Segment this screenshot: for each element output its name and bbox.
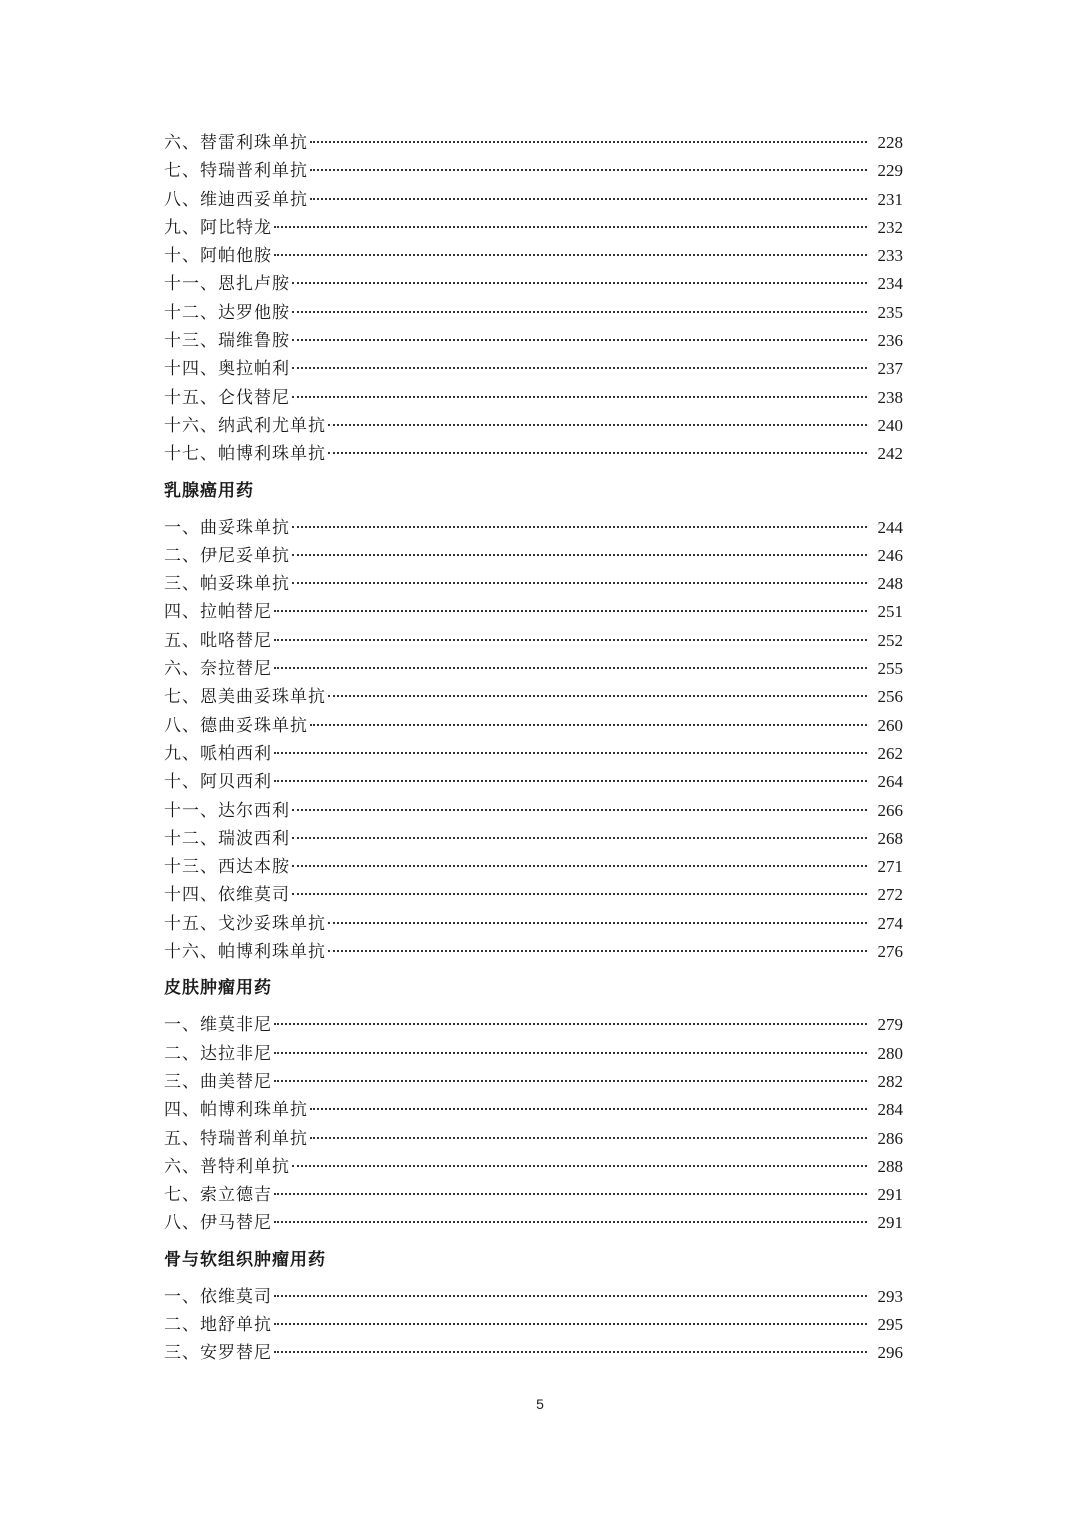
dot-leader [292, 395, 867, 398]
toc-entry[interactable] [164, 1339, 903, 1367]
toc-entry-title: 八、伊马替尼 [164, 1213, 272, 1234]
toc-entry-title: 十四、依维莫司 [164, 885, 290, 906]
dot-leader [328, 423, 867, 426]
toc-entry-title: 九、哌柏西利 [164, 743, 272, 764]
toc-entry-page-number: 266 [877, 800, 903, 820]
toc-entry-title: 十五、仑伐替尼 [164, 387, 290, 408]
toc-entry[interactable] [164, 514, 903, 542]
toc-entry-page-number: 242 [877, 444, 903, 464]
toc-entry[interactable] [164, 327, 903, 355]
toc-entry-page-number: 286 [877, 1128, 903, 1148]
toc-entry-title: 三、曲美替尼 [164, 1071, 272, 1092]
toc-entry-page-number: 279 [877, 1015, 903, 1035]
section-heading: 皮肤肿瘤用药 [164, 978, 272, 999]
toc-entry-page-number: 274 [877, 913, 903, 933]
toc-entry[interactable] [164, 270, 903, 298]
dot-leader [292, 366, 867, 369]
toc-entry-page-number: 291 [877, 1213, 903, 1233]
toc-entry-title: 十一、达尔西利 [164, 800, 290, 821]
toc-entry-page-number: 238 [877, 387, 903, 407]
toc-entry-title: 四、拉帕替尼 [164, 602, 272, 623]
toc-entry-page-number: 262 [877, 743, 903, 763]
toc-entry-title: 十一、恩扎卢胺 [164, 274, 290, 295]
toc-entry-title: 十六、纳武利尤单抗 [164, 415, 326, 436]
toc-entry-page-number: 235 [877, 302, 903, 322]
toc-entry[interactable] [164, 881, 903, 909]
dot-leader [328, 949, 867, 952]
toc-entry-title: 十七、帕博利珠单抗 [164, 444, 326, 465]
toc-entry[interactable] [164, 683, 903, 711]
toc-entry-title: 六、替雷利珠单抗 [164, 133, 308, 153]
toc-entry-title: 三、帕妥珠单抗 [164, 574, 290, 595]
toc-entry[interactable] [164, 655, 903, 683]
toc-entry-page-number: 293 [877, 1286, 903, 1306]
toc-entry[interactable] [164, 938, 903, 966]
toc-entry-title: 十二、达罗他胺 [164, 302, 290, 323]
toc-entry[interactable] [164, 1153, 903, 1181]
toc-entry-page-number: 248 [877, 574, 903, 594]
dot-leader [274, 253, 867, 256]
toc-entry-page-number: 228 [877, 133, 903, 152]
dot-leader [274, 1022, 867, 1025]
dot-leader [292, 808, 867, 811]
dot-leader [292, 281, 867, 284]
toc-entry-title: 七、恩美曲妥珠单抗 [164, 687, 326, 708]
toc-entry[interactable] [164, 1181, 903, 1209]
toc-entry[interactable] [164, 1011, 903, 1039]
toc-entry[interactable] [164, 910, 903, 938]
dot-leader [274, 751, 867, 754]
toc-entry[interactable] [164, 186, 903, 214]
toc-entry[interactable] [164, 542, 903, 570]
dot-leader [310, 140, 867, 143]
toc-entry-page-number: 282 [877, 1071, 903, 1091]
toc-entry[interactable] [164, 1311, 903, 1339]
toc-entry-page-number: 240 [877, 415, 903, 435]
dot-leader [328, 451, 867, 454]
toc-entry[interactable] [164, 797, 903, 825]
dot-leader [274, 1079, 867, 1082]
toc-entry-title: 八、维迪西妥单抗 [164, 189, 308, 210]
dot-leader [292, 864, 867, 867]
dot-leader [274, 1294, 867, 1297]
toc-entry[interactable] [164, 627, 903, 655]
toc-entry[interactable] [164, 825, 903, 853]
dot-leader [310, 168, 867, 171]
toc-entry-page-number: 272 [877, 885, 903, 905]
toc-entry-title: 三、安罗替尼 [164, 1343, 272, 1364]
toc-entry[interactable] [164, 355, 903, 383]
toc-entry-page-number: 237 [877, 359, 903, 379]
dot-leader [274, 1350, 867, 1353]
toc-entry-page-number: 268 [877, 828, 903, 848]
toc-entry-title: 十六、帕博利珠单抗 [164, 942, 326, 963]
toc-entry-title: 四、帕博利珠单抗 [164, 1100, 308, 1121]
dot-leader [274, 1322, 867, 1325]
toc-entry-page-number: 260 [877, 715, 903, 735]
toc-entry-page-number: 251 [877, 602, 903, 622]
toc-entry-page-number: 291 [877, 1185, 903, 1205]
toc-entry-page-number: 280 [877, 1043, 903, 1063]
toc-entry-page-number: 231 [877, 189, 903, 209]
toc-entry-page-number: 295 [877, 1314, 903, 1334]
dot-leader [292, 581, 867, 584]
section-heading: 乳腺癌用药 [164, 480, 254, 501]
toc-entry-title: 二、达拉非尼 [164, 1043, 272, 1064]
toc-entry[interactable] [164, 1040, 903, 1068]
toc-entry-page-number: 271 [877, 857, 903, 877]
toc-entry-page-number: 255 [877, 659, 903, 679]
toc-entry-title: 七、索立德吉 [164, 1185, 272, 1206]
toc-entry-title: 六、奈拉替尼 [164, 659, 272, 680]
dot-leader [310, 723, 867, 726]
toc-entry-title: 二、地舒单抗 [164, 1314, 272, 1335]
toc-entry[interactable] [164, 598, 903, 626]
toc-entry[interactable] [164, 853, 903, 881]
toc-entry-title: 五、特瑞普利单抗 [164, 1128, 308, 1149]
toc-entry[interactable] [164, 299, 903, 327]
dot-leader [310, 1136, 867, 1139]
toc-entry-page-number: 284 [877, 1100, 903, 1120]
page-number: 5 [536, 1396, 544, 1412]
dot-leader [274, 779, 867, 782]
toc-entry[interactable] [164, 1096, 903, 1124]
dot-leader [310, 1107, 867, 1110]
toc-entry-page-number: 233 [877, 246, 903, 266]
toc-entry[interactable] [164, 1068, 903, 1096]
toc-entry-title: 七、特瑞普利单抗 [164, 161, 308, 182]
dot-leader [292, 310, 867, 313]
toc-entry-page-number: 244 [877, 517, 903, 537]
toc-entry[interactable] [164, 157, 903, 185]
toc-entry-page-number: 236 [877, 331, 903, 351]
toc-entry[interactable] [164, 740, 903, 768]
toc-entry-page-number: 276 [877, 942, 903, 962]
toc-entry-page-number: 234 [877, 274, 903, 294]
toc-entry[interactable] [164, 570, 903, 598]
dot-leader [292, 892, 867, 895]
toc-entry-page-number: 296 [877, 1343, 903, 1363]
dot-leader [292, 338, 867, 341]
toc-entry-title: 十五、戈沙妥珠单抗 [164, 913, 326, 934]
toc-entry[interactable] [164, 1125, 903, 1153]
dot-leader [274, 638, 867, 641]
dot-leader [274, 225, 867, 228]
dot-leader [274, 666, 867, 669]
toc-entry[interactable] [164, 712, 903, 740]
toc-entry-title: 九、阿比特龙 [164, 217, 272, 238]
toc-entry-title: 六、普特利单抗 [164, 1156, 290, 1177]
toc-entry-title: 一、依维莫司 [164, 1286, 272, 1307]
toc-entry[interactable] [164, 1283, 903, 1311]
toc-entry-title: 一、维莫非尼 [164, 1015, 272, 1036]
toc-entry[interactable] [164, 412, 903, 440]
dot-leader [310, 197, 867, 200]
dot-leader [274, 1192, 867, 1195]
toc-entry[interactable] [164, 1209, 903, 1237]
dot-leader [274, 1220, 867, 1223]
toc-entry[interactable] [164, 384, 903, 412]
toc-entry-title: 十三、西达本胺 [164, 857, 290, 878]
toc-entry[interactable] [164, 440, 903, 468]
toc-entry[interactable] [164, 129, 903, 157]
toc-entry-title: 十、阿帕他胺 [164, 246, 272, 267]
toc-entry-title: 十二、瑞波西利 [164, 828, 290, 849]
dot-leader [292, 1164, 867, 1167]
toc-entry-title: 十四、奥拉帕利 [164, 359, 290, 380]
toc-entry-title: 二、伊尼妥单抗 [164, 545, 290, 566]
dot-leader [274, 609, 867, 612]
toc-entry-page-number: 256 [877, 687, 903, 707]
toc-entry-title: 十三、瑞维鲁胺 [164, 331, 290, 352]
toc-entry-page-number: 288 [877, 1156, 903, 1176]
dot-leader [328, 694, 867, 697]
toc-entry-page-number: 232 [877, 217, 903, 237]
toc-entry[interactable] [164, 768, 903, 796]
toc-entry-page-number: 246 [877, 545, 903, 565]
toc-entry-title: 一、曲妥珠单抗 [164, 517, 290, 538]
toc-entry[interactable] [164, 242, 903, 270]
dot-leader [292, 836, 867, 839]
toc-entry[interactable] [164, 214, 903, 242]
toc-entry-title: 五、吡咯替尼 [164, 630, 272, 651]
toc-entry-page-number: 229 [877, 161, 903, 181]
toc-entry-title: 八、德曲妥珠单抗 [164, 715, 308, 736]
toc-entry-title: 十、阿贝西利 [164, 772, 272, 793]
toc-entry-page-number: 264 [877, 772, 903, 792]
dot-leader [292, 553, 867, 556]
dot-leader [292, 525, 867, 528]
section-heading: 骨与软组织肿瘤用药 [164, 1249, 326, 1270]
table-of-contents [164, 129, 903, 1368]
dot-leader [274, 1051, 867, 1054]
toc-entry-page-number: 252 [877, 630, 903, 650]
dot-leader [328, 921, 867, 924]
